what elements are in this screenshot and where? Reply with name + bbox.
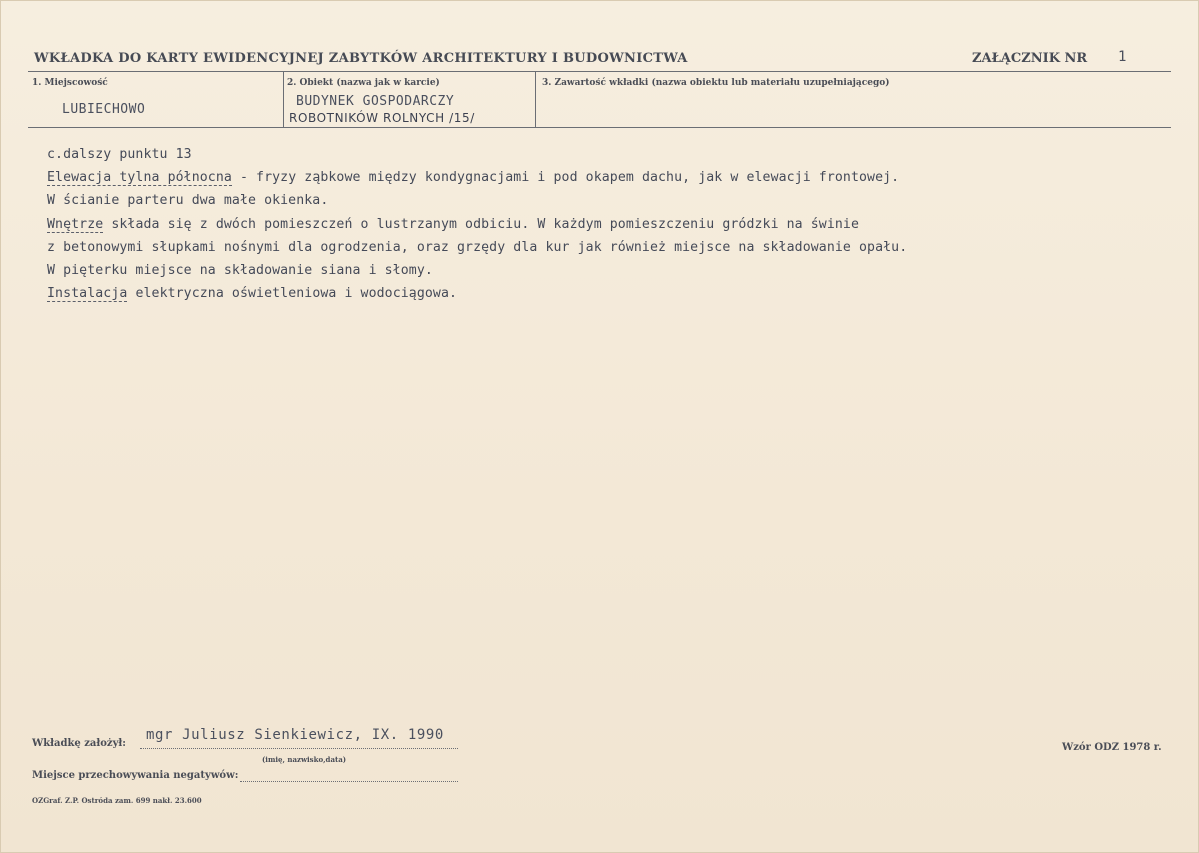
elevation-heading: Elewacja tylna północna	[47, 170, 232, 186]
object-label: 2. Obiekt (nazwa jak w karcie)	[287, 78, 440, 88]
object-value: BUDYNEK GOSPODARCZY	[296, 94, 455, 109]
description-body	[47, 143, 1167, 305]
installation-text: elektryczna oświetleniowa i wodociągowa.	[127, 286, 458, 302]
installation-heading: Instalacja	[47, 286, 128, 302]
annex-number: 1	[1118, 49, 1127, 65]
object-handwritten-note: ROBOTNIKÓW ROLNYCH /15/	[289, 111, 475, 125]
interior-heading: Wnętrze	[47, 216, 104, 232]
prepared-label: Wkładkę założył:	[32, 738, 126, 749]
interior-line	[47, 213, 1167, 236]
interior-cont-line: z betonowymi słupkami nośnymi dla ogrodzenia, oraz grzędy dla kur jak również miejsce na składowanie opału.	[47, 239, 908, 255]
storage-dotted-line	[240, 781, 458, 782]
annex-label: ZAŁĄCZNIK NR	[972, 51, 1088, 66]
prepared-value: mgr Juliusz Sienkiewicz, IX. 1990	[146, 727, 444, 743]
installation-line	[47, 282, 1167, 305]
template-version: Wzór ODZ 1978 r.	[1062, 742, 1162, 753]
prepared-hint: (imię, nazwisko,data)	[262, 755, 347, 764]
storage-label: Miejsce przechowywania negatywów:	[32, 770, 239, 781]
locality-value: LUBIECHOWO	[62, 102, 146, 117]
locality-label: 1. Miejscowość	[32, 78, 108, 88]
attic-line: W pięterku miejsce na składowanie siana i słomy.	[47, 262, 433, 278]
interior-text: składa się z dwóch pomieszczeń o lustrzanym odbiciu. W każdym pomieszczeniu gródzki na świnie	[103, 216, 859, 232]
ground-floor-line: W ścianie parteru dwa małe okienka.	[47, 193, 329, 209]
print-info: OZGraf. Z.P. Ostróda zam. 699 nakł. 23.600	[32, 796, 202, 805]
divider-1	[283, 71, 284, 128]
contents-label: 3. Zawartość wkładki (nazwa obiektu lub materiału uzupełniającego)	[542, 78, 890, 88]
elevation-line	[47, 166, 1167, 189]
continuation-line: c.dalszy punktu 13	[47, 147, 192, 162]
form-title: WKŁADKA DO KARTY EWIDENCYJNEJ ZABYTKÓW ARCHITEKTURY I BUDOWNICTWA	[34, 51, 688, 66]
bottom-rule	[28, 127, 1171, 128]
top-rule	[28, 71, 1171, 72]
prepared-dotted-line	[140, 748, 458, 749]
divider-2	[535, 71, 536, 128]
elevation-text: - fryzy ząbkowe między kondygnacjami i pod okapem dachu, jak w elewacji frontowej.	[231, 170, 900, 186]
